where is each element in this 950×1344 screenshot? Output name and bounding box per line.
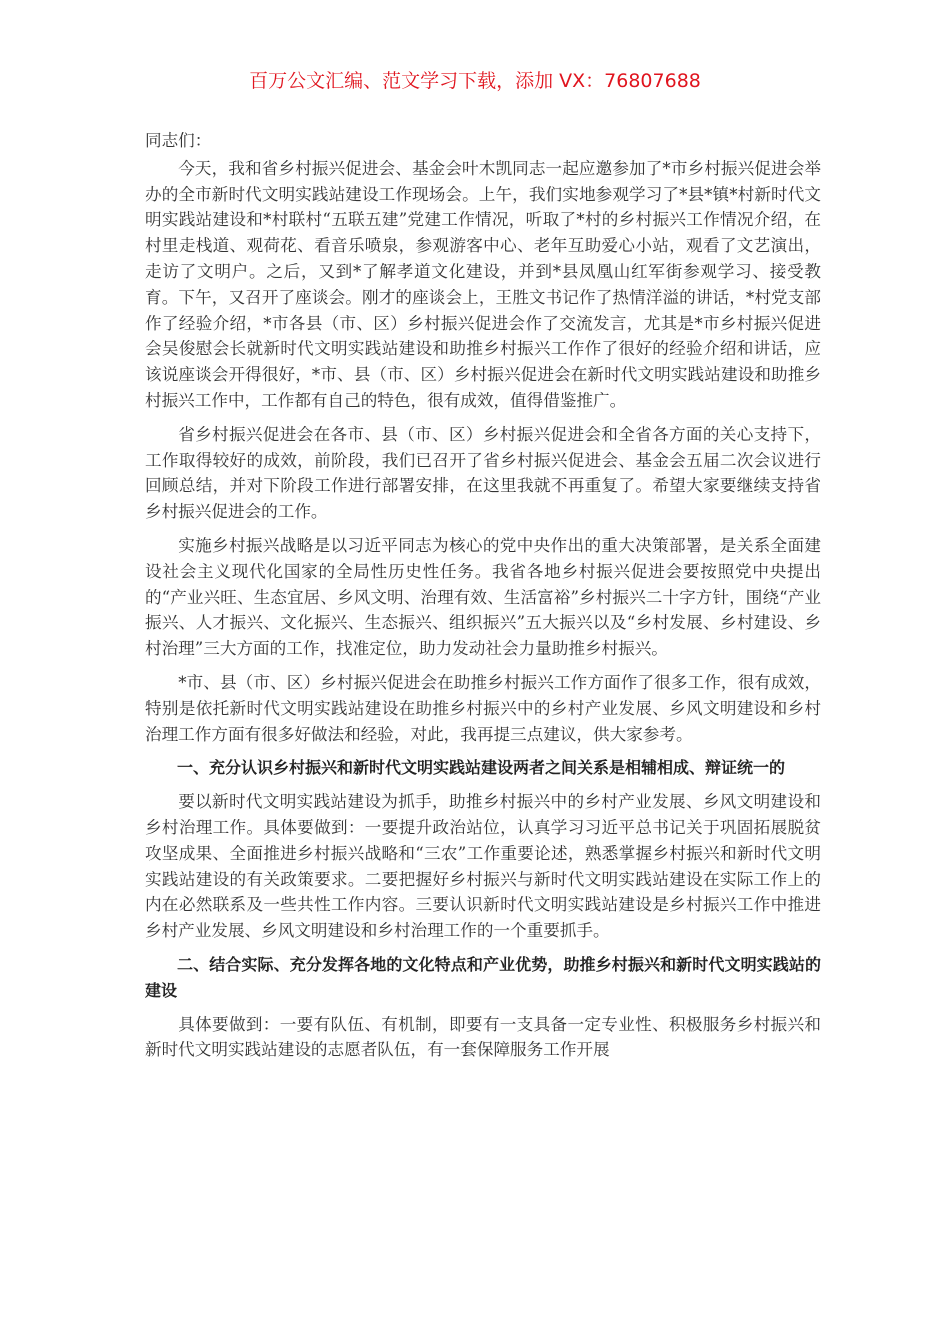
paragraph-5: 要以新时代文明实践站建设为抓手，助推乡村振兴中的乡村产业发展、乡风文明建设和乡村治理工作。具体要做到：一要提升政治站位，认真学习习近平总书记关于巩固拓展脱贫攻坚成果、全面推进乡村振兴战略和“三农”工作重要论述，熟悉掌握乡村振兴和新时代文明实践站建设的有关政策要求。二要把握好乡村振兴与新时代文明实践站建设在实际工作上的内在必然联系及一些共性工作内容。三要认识新时代文明实践站建设是乡村振兴工作中推进乡村产业发展、乡风文明建设和乡村治理工作的一个重要抓手。 [145, 792, 821, 941]
salutation: 同志们： [145, 131, 212, 150]
paragraph-6: 具体要做到：一要有队伍、有机制，即要有一支具备一定专业性、积极服务乡村振兴和新时代文明实践站建设的志愿者队伍，有一套保障服务工作开展 [145, 1014, 821, 1060]
section-heading-2: 二、结合实际、充分发挥各地的文化特点和产业优势，助推乡村振兴和新时代文明实践站的建设 [145, 954, 821, 1000]
section-heading-1: 一、充分认识乡村振兴和新时代文明实践站建设两者之间关系是相辅相成、辩证统一的 [177, 758, 786, 778]
paragraph-1: 今天，我和省乡村振兴促进会、基金会叶木凯同志一起应邀参加了*市乡村振兴促进会举办的全市新时代文明实践站建设工作现场会。上午，我们实地参观学习了*县*镇*村新时代文明实践站建设和*村联村“五联五建”党建工作情况，听取了*村的乡村振兴工作情况介绍，在村里走栈道、观荷花、看音乐喷泉，参观游客中心、老年互助爱心小站，观看了文艺演出，走访了文明户。之后，又到*了解孝道文化建设，并到*县凤凰山红军街参观学习、接受教育。下午，又召开了座谈会。刚才的座谈会上，王胜文书记作了热情洋溢的讲话，*村党支部作了经验介绍，*市各县（市、区）乡村振兴促进会作了交流发言，尤其是*市乡村振兴促进会吴俊慰会长就新时代文明实践站建设和助推乡村振兴工作作了很好的经验介绍和讲话，应该说座谈会开得很好，*市、县（市、区）乡村振兴促进会在新时代文明实践站建设和助推乡村振兴工作中，工作都有自己的特色，很有成效，值得借鉴推广。 [145, 158, 821, 410]
document-body [145, 128, 821, 1071]
paragraph-3: 实施乡村振兴战略是以习近平同志为核心的党中央作出的重大决策部署，是关系全面建设社会主义现代化国家的全局性历史性任务。我省各地乡村振兴促进会要按照党中央提出的“产业兴旺、生态宜居、乡风文明、治理有效、生活富裕”乡村振兴二十字方针，围绕“产业振兴、人才振兴、文化振兴、生态振兴、组织振兴”五大振兴以及“乡村发展、乡村建设、乡村治理”三大方面的工作，找准定位，助力发动社会力量助推乡村振兴。 [145, 535, 821, 659]
promo-banner: 百万公文汇编、范文学习下载，添加 VX：76807688 [249, 70, 701, 92]
paragraph-4: *市、县（市、区）乡村振兴促进会在助推乡村振兴工作方面作了很多工作，很有成效，特别是依托新时代文明实践站建设在助推乡村振兴中的乡村产业发展、乡风文明建设和乡村治理工作方面有很多好做法和经验，对此，我再提三点建议，供大家参考。 [145, 672, 821, 744]
paragraph-2: 省乡村振兴促进会在各市、县（市、区）乡村振兴促进会和全省各方面的关心支持下，工作取得较好的成效，前阶段，我们已召开了省乡村振兴促进会、基金会五届二次会议进行回顾总结，并对下阶段工作进行部署安排，在这里我就不再重复了。希望大家要继续支持省乡村振兴促进会的工作。 [145, 424, 821, 522]
